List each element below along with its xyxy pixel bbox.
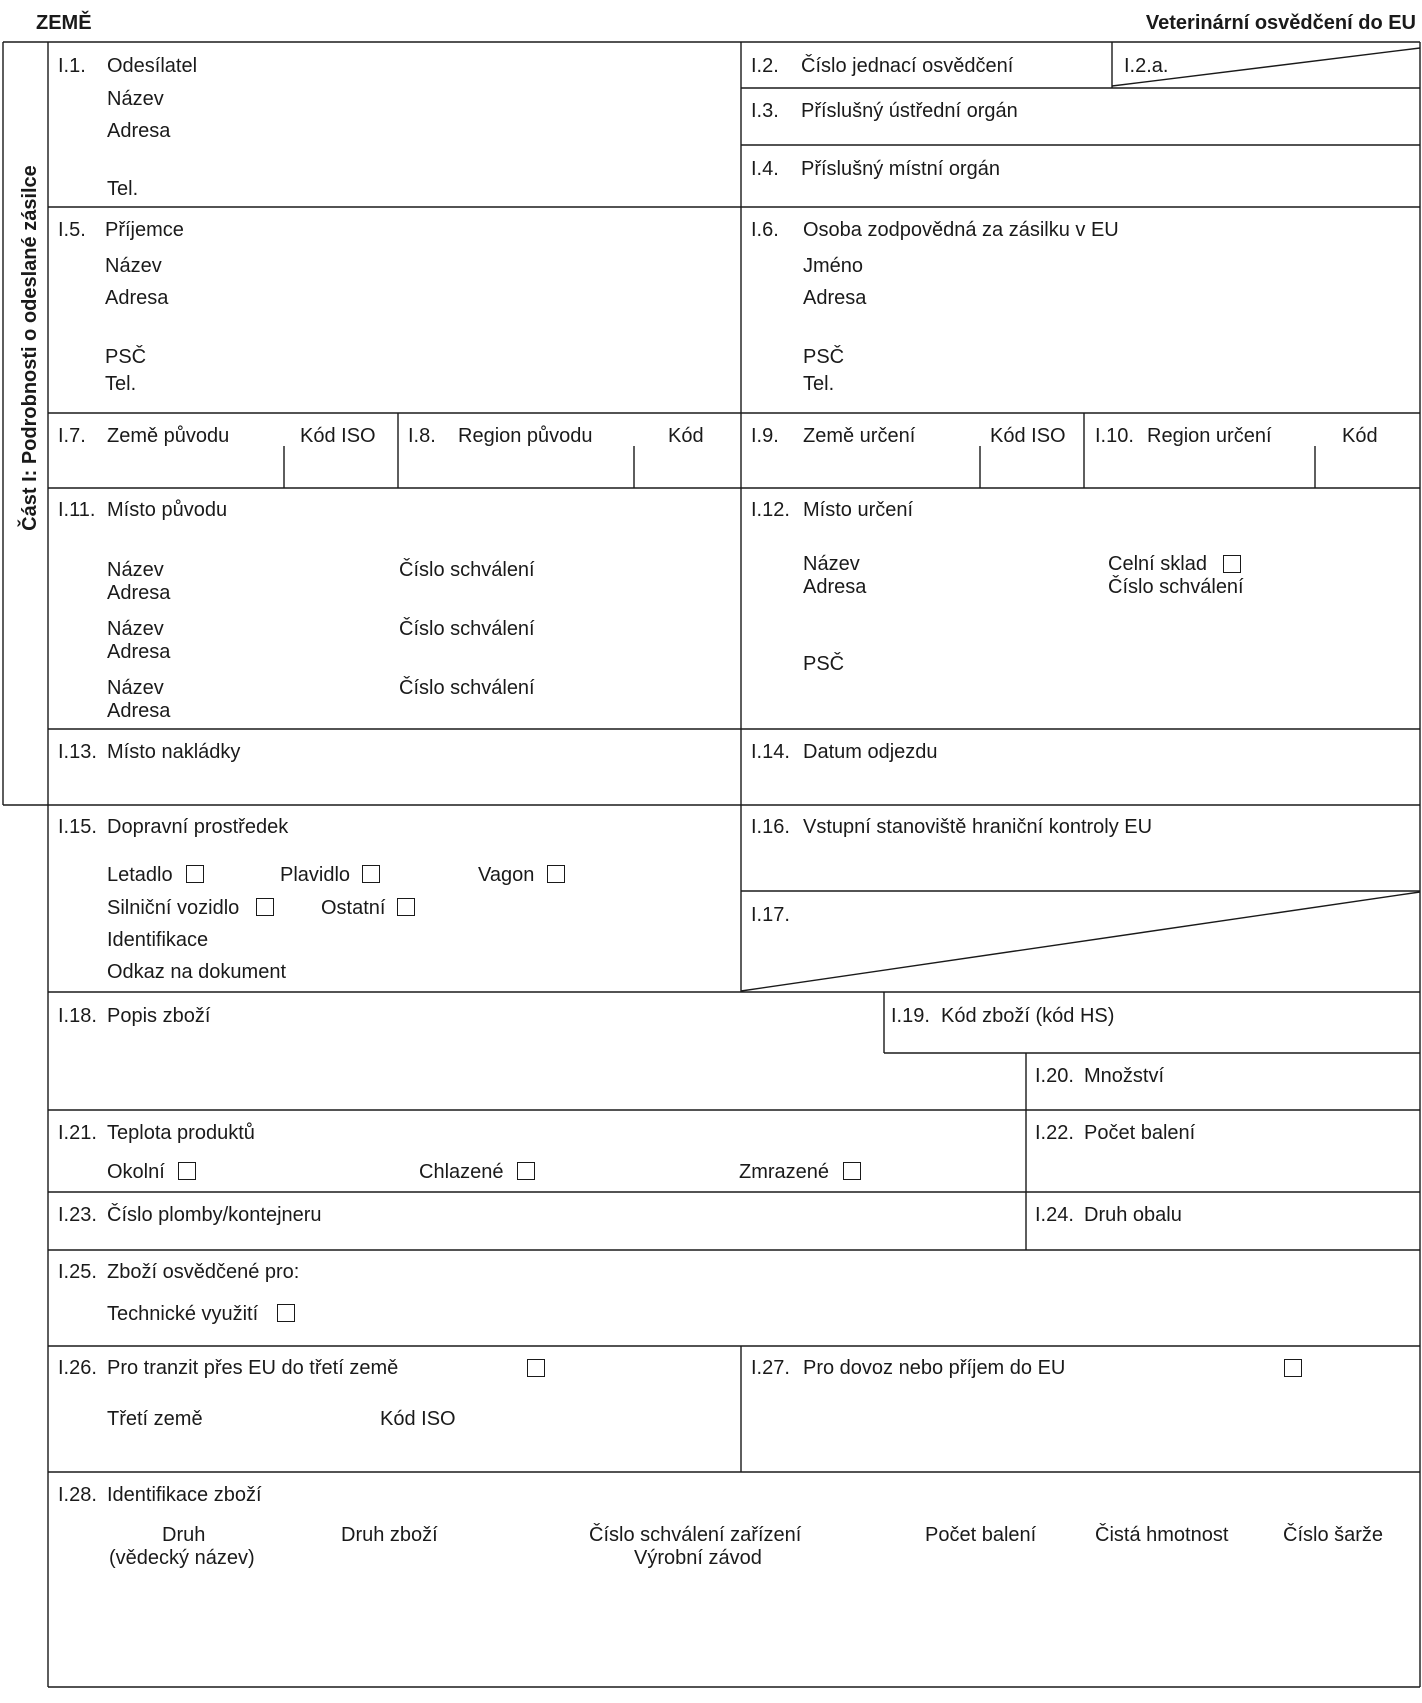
origin-country-code-label: Kód ISO: [300, 425, 376, 447]
origin-address-label: Adresa: [107, 700, 171, 722]
consignee-address-label: Adresa: [105, 287, 169, 309]
field-num: I.4.: [751, 158, 779, 180]
field-num: I.7.: [58, 425, 86, 447]
field-num: I.11.: [58, 499, 96, 521]
field-num: I.10.: [1095, 425, 1134, 447]
responsible-person-title: Osoba zodpovědná za zásilku v EU: [803, 219, 1119, 241]
field-num: I.24.: [1035, 1204, 1074, 1226]
field-num: I.27.: [751, 1357, 790, 1379]
origin-name-label: Název: [107, 677, 164, 699]
field-num: I.22.: [1035, 1122, 1074, 1144]
manufacturing-plant-header: Výrobní závod: [634, 1547, 762, 1569]
departure-date-title: Datum odjezdu: [803, 741, 938, 763]
local-authority-title: Příslušný místní orgán: [801, 158, 1000, 180]
field-num: I.25.: [58, 1261, 97, 1283]
responsible-name-label: Jméno: [803, 255, 864, 277]
third-country-label: Třetí země: [107, 1408, 203, 1430]
other-transport-label: Ostatní: [321, 897, 386, 919]
frozen-checkbox[interactable]: [843, 1162, 861, 1180]
species-scientific-header: (vědecký název): [109, 1547, 255, 1569]
origin-name-label: Název: [107, 618, 164, 640]
document-reference-label: Odkaz na dokument: [107, 961, 286, 983]
temperature-title: Teplota produktů: [107, 1122, 255, 1144]
field-num: I.1.: [58, 55, 86, 77]
third-country-code-label: Kód ISO: [380, 1408, 456, 1430]
consignee-name-label: Název: [105, 255, 162, 277]
central-authority-title: Příslušný ústřední orgán: [801, 100, 1018, 122]
origin-approval-label: Číslo schválení: [399, 618, 535, 640]
technical-use-checkbox[interactable]: [277, 1304, 295, 1322]
consignee-psc-label: PSČ: [105, 346, 147, 368]
technical-use-label: Technické využití: [107, 1303, 259, 1325]
field-num: I.23.: [58, 1204, 97, 1226]
certificate-header: Veterinární osvědčení do EU: [1145, 12, 1416, 34]
country-header: ZEMĚ: [36, 12, 92, 34]
customs-warehouse-checkbox[interactable]: [1223, 555, 1241, 573]
ambient-checkbox[interactable]: [178, 1162, 196, 1180]
hs-code-title: Kód zboží (kód HS): [941, 1005, 1115, 1027]
origin-country-title: Země původu: [107, 425, 230, 447]
field-num: I.28.: [58, 1484, 97, 1506]
field-num: I.13.: [58, 741, 97, 763]
responsible-tel-label: Tel.: [803, 373, 835, 395]
airplane-checkbox[interactable]: [186, 865, 204, 883]
transit-title: Pro tranzit přes EU do třetí země: [107, 1357, 399, 1379]
consignee-title: Příjemce: [105, 219, 184, 241]
consignee-tel-label: Tel.: [105, 373, 137, 395]
destination-country-code-label: Kód ISO: [990, 425, 1066, 447]
establishment-approval-header: Číslo schválení zařízení: [589, 1524, 802, 1546]
other-transport-checkbox[interactable]: [397, 898, 415, 916]
batch-number-header: Číslo šarže: [1283, 1524, 1384, 1546]
road-vehicle-label: Silniční vozidlo: [107, 897, 240, 919]
origin-address-label: Adresa: [107, 582, 171, 604]
transport-title: Dopravní prostředek: [107, 816, 289, 838]
frozen-label: Zmrazené: [739, 1161, 830, 1183]
origin-approval-label: Číslo schválení: [399, 677, 535, 699]
consignor-address-label: Adresa: [107, 120, 171, 142]
field-num: I.5.: [58, 219, 86, 241]
identification-label: Identifikace: [107, 929, 209, 951]
certificate-ref-title: Číslo jednací osvědčení: [801, 55, 1014, 77]
field-num-2a: I.2.a.: [1124, 55, 1169, 77]
field-num: I.12.: [751, 499, 790, 521]
quantity-title: Množství: [1084, 1065, 1165, 1087]
wagon-label: Vagon: [478, 864, 535, 886]
origin-address-label: Adresa: [107, 641, 171, 663]
field-num: I.16.: [751, 816, 790, 838]
origin-region-title: Region původu: [458, 425, 593, 447]
packages-header: Počet balení: [925, 1524, 1037, 1546]
seal-container-title: Číslo plomby/kontejneru: [107, 1204, 322, 1226]
destination-region-code-label: Kód: [1342, 425, 1378, 447]
field-num: I.19.: [891, 1005, 930, 1027]
ambient-label: Okolní: [107, 1161, 165, 1183]
field-num: I.9.: [751, 425, 779, 447]
net-weight-header: Čistá hmotnost: [1095, 1524, 1229, 1546]
place-of-loading-title: Místo nakládky: [107, 741, 241, 763]
field-num: I.20.: [1035, 1065, 1074, 1087]
field-num: I.8.: [408, 425, 436, 447]
certified-for-title: Zboží osvědčené pro:: [107, 1261, 300, 1283]
consignor-tel-label: Tel.: [107, 178, 139, 200]
place-of-origin-title: Místo původu: [107, 499, 228, 521]
field-num: I.3.: [751, 100, 779, 122]
field-num: I.15.: [58, 816, 97, 838]
customs-warehouse-label: Celní sklad: [1108, 553, 1207, 575]
import-checkbox[interactable]: [1284, 1359, 1302, 1377]
consignor-name-label: Název: [107, 88, 164, 110]
chilled-label: Chlazené: [419, 1161, 504, 1183]
responsible-address-label: Adresa: [803, 287, 867, 309]
destination-address-label: Adresa: [803, 576, 867, 598]
responsible-psc-label: PSČ: [803, 346, 845, 368]
consignor-title: Odesílatel: [107, 55, 198, 77]
chilled-checkbox[interactable]: [517, 1162, 535, 1180]
package-type-title: Druh obalu: [1084, 1204, 1182, 1226]
field-num-17: I.17.: [751, 904, 790, 926]
field-num: I.21.: [58, 1122, 97, 1144]
field-num: I.26.: [58, 1357, 97, 1379]
destination-country-title: Země určení: [803, 425, 916, 447]
airplane-label: Letadlo: [107, 864, 173, 886]
origin-approval-label: Číslo schválení: [399, 559, 535, 581]
destination-approval-label: Číslo schválení: [1108, 576, 1244, 598]
destination-name-label: Název: [803, 553, 860, 575]
origin-region-code-label: Kód: [668, 425, 704, 447]
wagon-checkbox[interactable]: [547, 865, 565, 883]
goods-identification-title: Identifikace zboží: [107, 1484, 262, 1506]
packages-count-title: Počet balení: [1084, 1122, 1196, 1144]
commodity-type-header: Druh zboží: [341, 1524, 438, 1546]
ship-checkbox[interactable]: [362, 865, 380, 883]
species-column-header: Druh: [162, 1524, 206, 1546]
road-vehicle-checkbox[interactable]: [256, 898, 274, 916]
ship-label: Plavidlo: [280, 864, 351, 886]
section-label: Část I: Podrobnosti o odeslané zásilce: [19, 165, 41, 531]
field-num: I.6.: [751, 219, 779, 241]
destination-region-title: Region určení: [1147, 425, 1272, 447]
import-title: Pro dovoz nebo příjem do EU: [803, 1357, 1066, 1379]
border-post-title: Vstupní stanoviště hraniční kontroly EU: [803, 816, 1153, 838]
destination-psc-label: PSČ: [803, 653, 845, 675]
transit-checkbox[interactable]: [527, 1359, 545, 1377]
goods-description-title: Popis zboží: [107, 1005, 211, 1027]
field-num: I.18.: [58, 1005, 97, 1027]
field-num: I.14.: [751, 741, 790, 763]
origin-name-label: Název: [107, 559, 164, 581]
field-num: I.2.: [751, 55, 779, 77]
place-of-destination-title: Místo určení: [803, 499, 914, 521]
